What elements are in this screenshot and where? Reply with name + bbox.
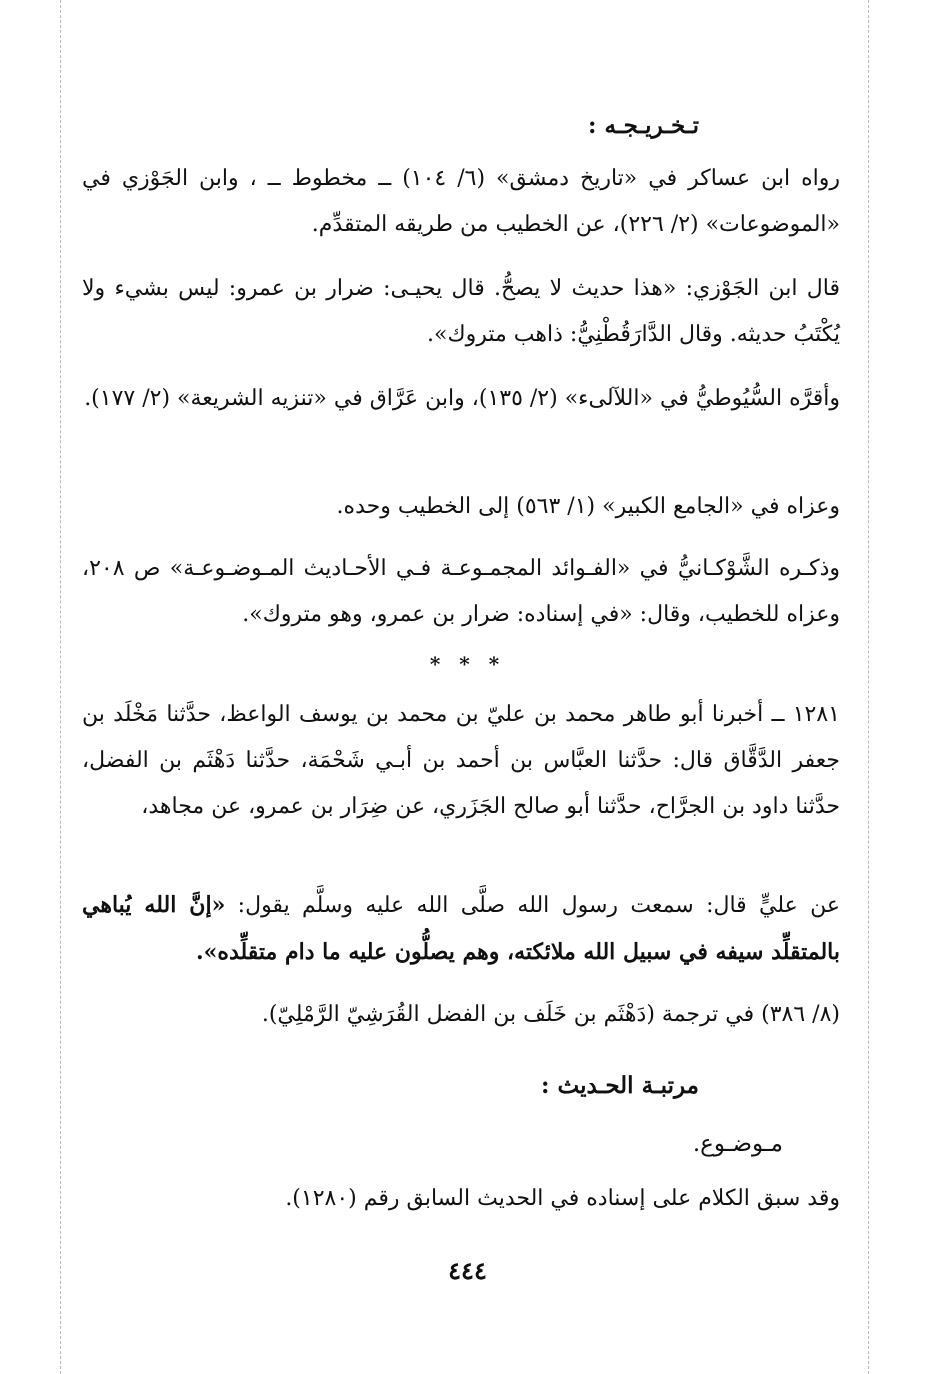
- takhrij-paragraph-4: وعزاه في «الجامع الكبير» (١/ ٥٦٣) إلى الخطيب وحده.: [336, 494, 840, 519]
- hadith-matn-paragraph: [82, 882, 840, 976]
- hadith-reference: (٨/ ٣٨٦) في ترجمة (دَهْثَم بن خَلَف بن الفضل القُرَشِيّ الرَّمْلِيّ).: [261, 1002, 840, 1027]
- takhrij-paragraph-3: وأقرَّه السُّيُوطيُّ في «اللآلىء» (٢/ ١٣٥)، وابن عَرَّاق في «تنزيه الشريعة» (٢/ ١٧٧).: [84, 386, 840, 411]
- takhrij-paragraph-5: وذكـره الشَّوْكـانيُّ في «الفـوائد المجمـوعـة فـي الأحـاديث المـوضـوعـة» ص ٢٠٨، وعزاه للخطيب، وقال: «في إسناده: ضرار بن عمرو، وهو متروك».: [82, 556, 840, 627]
- page-number: ٤٤٤: [448, 1256, 487, 1285]
- hadith-matn-text: «إنَّ الله يُباهي بالمتقلِّد سيفه في سبيل الله ملائكته، وهم يصلُّون عليه ما دام متقلِّده».: [82, 892, 840, 965]
- takhrij-heading: تـخـريـجـه :: [588, 112, 699, 139]
- hadith-isnad: ١٢٨١ ــ أخبرنا أبو طاهر محمد بن عليّ بن محمد بن يوسف الواعظ، حدَّثنا مَخْلَد بن جعفر الدَّقَّاق قال: حدَّثنا العبَّاس بن أحمد بن أبـي شَحْمَة، حدَّثنا دَهْثَم بن الفضل، حدَّثنا داود بن الجرَّاح، حدَّثنا أبو صالح الجَزَري، عن ضِرَار بن عمرو، عن مجاهد،: [82, 702, 840, 819]
- rutba-note: وقد سبق الكلام على إسناده في الحديث السابق رقم (١٢٨٠).: [285, 1186, 840, 1211]
- section-separator: * * *: [429, 652, 506, 676]
- takhrij-paragraph-2: قال ابن الجَوْزي: «هذا حديث لا يصحُّ. قال يحيـى: ضرار بن عمرو: ليس بشيء ولا يُكْتَبُ حديثه. وقال الدَّارَقُطْنِيُّ: ذاهب متروك».: [82, 276, 840, 347]
- rutba-heading: مرتبـة الحـديث :: [541, 1072, 699, 1099]
- page-edge-dashed-line-left: [60, 0, 61, 1374]
- takhrij-paragraph-1: رواه ابن عساكر في «تاريخ دمشق» (٦/ ١٠٤) ــ مخطوط ــ ، وابن الجَوْزي في «الموضوعات» (٢/ ٢٢٦)، عن الخطيب من طريقه المتقدِّم.: [82, 166, 840, 237]
- page-edge-dashed-line-right: [868, 0, 869, 1374]
- rutba-value: مـوضـوع.: [692, 1131, 783, 1157]
- hadith-matn-intro: عن عليٍّ قال: سمعت رسول الله صلَّى الله عليه وسلَّم يقول:: [237, 893, 840, 918]
